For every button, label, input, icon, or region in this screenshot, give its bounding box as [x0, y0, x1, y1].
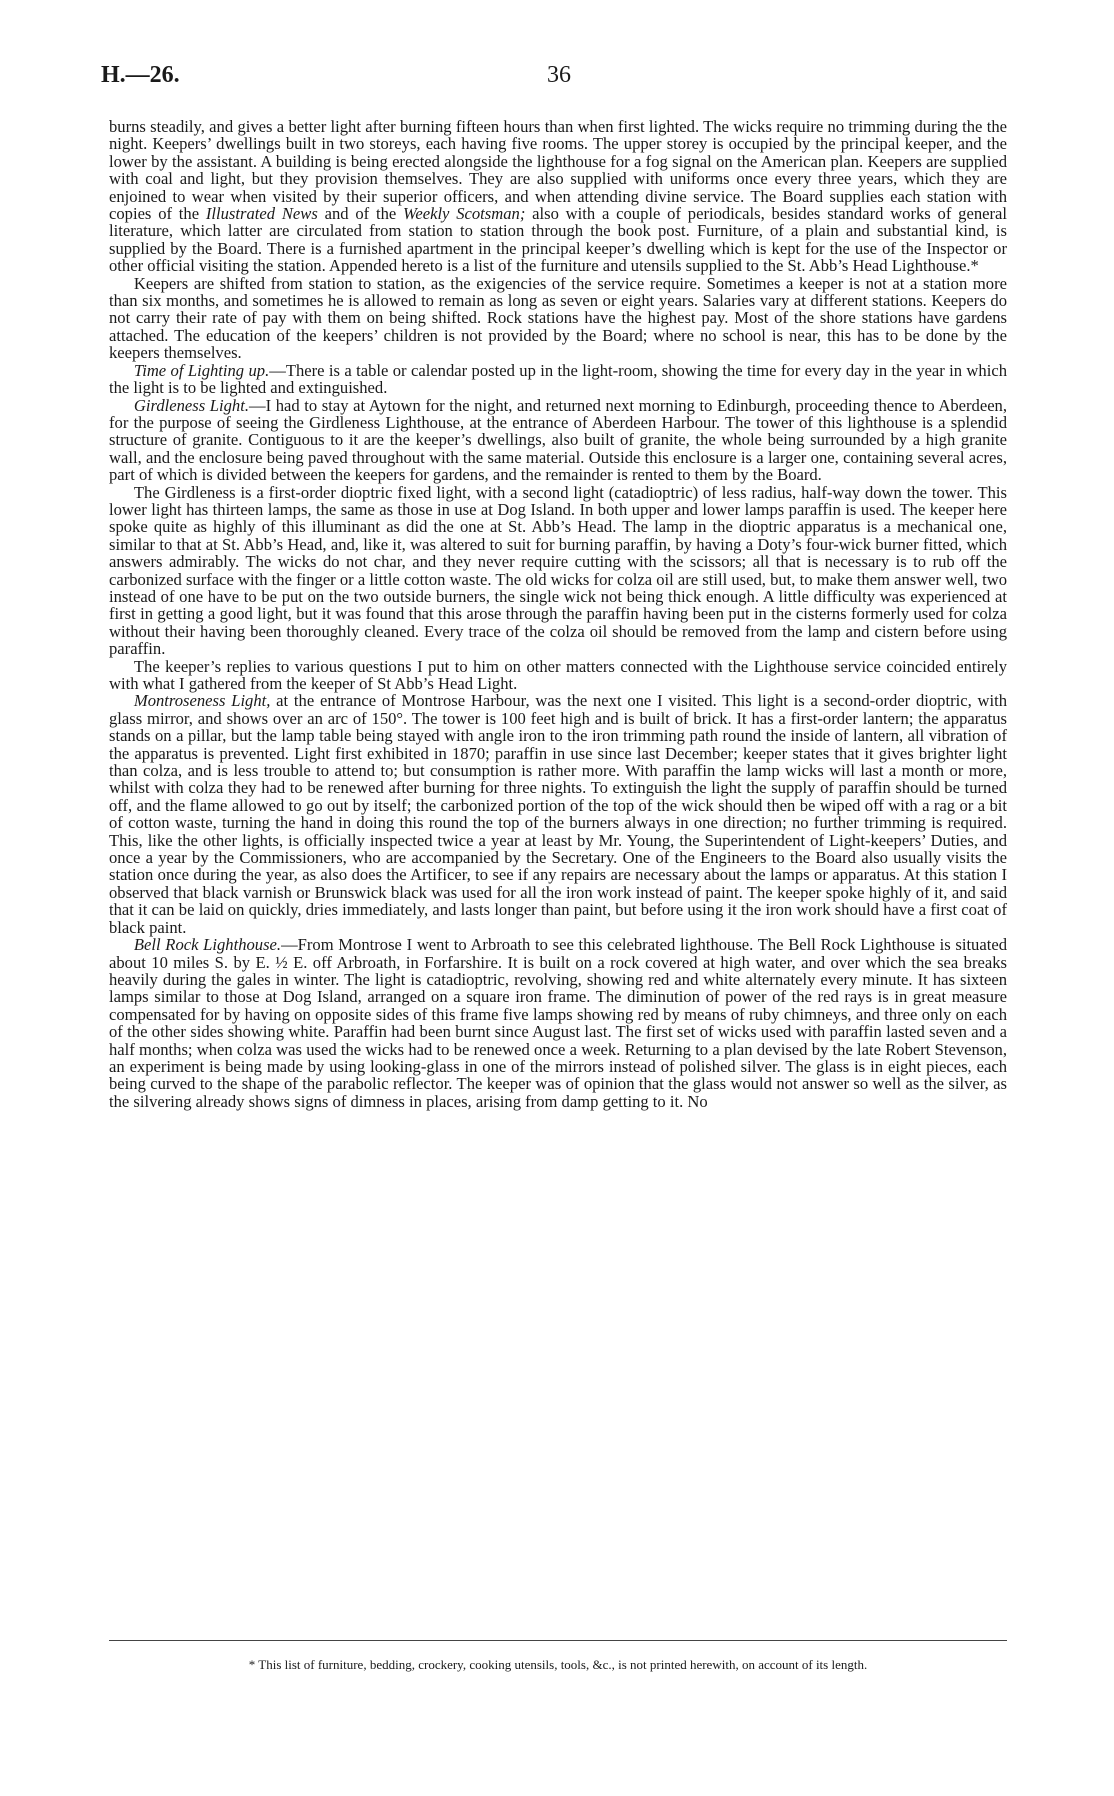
page-header [101, 62, 1011, 92]
italic-run: Illustrated News [205, 204, 318, 224]
page-number: 36 [547, 62, 571, 88]
paragraph [109, 275, 1007, 362]
paragraph [109, 397, 1007, 484]
paragraph [109, 658, 1007, 693]
text-run: also with a couple of periodicals, besides standard works of general literature, which latter are circulated from station to station through the book post. Furniture, of a plain and substantial kind, is supplied by the Board. There is a furnished apartment in the principal keeper’s dwelling which is kept for the use of the Inspector or other official visiting the station. Appended hereto is a list of the furniture and utensils supplied to the St. Abb’s Head Lighthouse.* [109, 204, 1008, 276]
italic-run: Bell Rock Lighthouse. [133, 935, 282, 955]
paragraph [109, 118, 1007, 275]
text-run: —I had to stay at Aytown for the night, and returned next morning to Edinburgh, proceeding thence to Aberdeen, for the purpose of seeing the Girdleness Lighthouse, at the entrance of Aberdeen Harbour. The tower of this lighthouse is a splendid structure of granite. Contiguous to it are the keeper’s dwellings, also built of granite, the whole being surrounded by a high granite wall, and the enclosure being paved throughout with the same material. Outside this enclosure is a larger one, containing several acres, part of which is divided between the keepers for gardens, and the remainder is rented to them by the Board. [109, 395, 1008, 485]
text-run: and of the [317, 204, 404, 224]
text-run: —There is a table or calendar posted up in the light-room, showing the time for every day in the year in which the light is to be lighted and extinguished. [109, 360, 1007, 398]
text-run: The keeper’s replies to various questions I put to him on other matters connected with the Lighthouse service coincided entirely with what I gathered from the keeper of St Abb’s Head Light. [109, 656, 1007, 693]
footnote-divider [109, 1640, 1007, 1641]
text-run: burns steadily, and gives a better light after burning fifteen hours than when first lighted. The wicks require no trimming during the the night. Keepers’ dwellings built in two storeys, each having five rooms. The upper storey is occupied by the principal keeper, and the lower by the assistant. A building is being erected alongside the lighthouse for a fog signal on the American plan. Keepers are supplied with coal and light, but they provision themselves. They are also supplied with uniforms once every three years, which they are enjoined to wear when visited by their superior officers, and when attending divine service. The Board supplies each station with copies of the [109, 117, 1007, 224]
italic-run: Girdleness Light. [133, 395, 249, 415]
paragraph [109, 484, 1007, 658]
text-run: The Girdleness is a first-order dioptric fixed light, with a second light (catadioptric) of less radius, half-way down the tower. This lower light has thirteen lamps, the same as those in use at Dog Island. In both upper and lower lamps paraffin is used. The keeper here spoke quite as highly of this illuminant as did the one at St. Abb’s Head. The lamp in the dioptric apparatus is a mechanical one, similar to that at St. Abb’s Head, and, like it, was altered to suit for burning paraffin, by having a Doty’s four-wick burner fitted, which answers admirably. The wicks do not char, and they never require cutting with the scissors; all that is necessary is to rub off the carbonized surface with the finger or a little cotton waste. The old wicks for colza oil are still used, but, to make them answer well, two instead of one have to be put on the two outside burners, the single wick not being thick enough. A little difficulty was experienced at first in getting a good light, but it was found that this arose through the paraffin having been put in the cisterns formerly used for colza without their having been thoroughly cleaned. Every trace of the colza oil should be removed from the lamp and cistern before using paraffin. [109, 482, 1007, 659]
text-run: at the entrance of Montrose Harbour, was the next one I visited. This light is a second-order dioptric, with glass mirror, and shows over an arc of 150°. The tower is 100 feet high and is built of brick. It has a first-order lantern; the apparatus stands on a pillar, but the lamp table being stayed with angle iron to the iron trimming path round the inside of lantern, all vibration of the apparatus is prevented. Light first exhibited in 1870; paraffin in use since last December; keeper states that it gives brighter light than colza, and is less trouble to attend to; but consumption is rather more. With paraffin the lamp wicks will last a month or more, whilst with colza they had to be renewed after burning for three nights. To extinguish the light the supply of paraffin should be turned off, and the flame allowed to go out by itself; the carbonized portion of the top of the wick should then be wiped off with a rag or a bit of cotton waste, turning the hand in doing this round the top of the burners always in one direction; no further trimming is required. This, like the other lights, is officially inspected twice a year at least by Mr. Young, the Superintendent of Light-keepers’ Duties, and once a year by the Commissioners, who are accompanied by the Secretary. One of the Engineers to the Board also usually visits the station once during the year, as also does the Artificer, to see if any repairs are necessary about the lamps or apparatus. At this station I observed that black varnish or Brunswick black was used for all the iron work instead of paint. The keeper spoke highly of it, and said that it can be laid on quickly, dries immediately, and lasts longer than paint, but before using it the iron work should have a first coat of black paint. [109, 691, 1007, 937]
body-text [109, 118, 1007, 1110]
italic-run: Time of Lighting up. [133, 360, 270, 380]
text-run: Keepers are shifted from station to station, as the exigencies of the service require. Sometimes a keeper is not at a station more than six months, and sometimes he is allowed to remain as long as seven or eight years. Salaries vary at different stations. Keepers do not carry their rate of pay with them on being shifted. Rock stations have the highest pay. Most of the shore stations have gardens attached. The education of the keepers’ children is not provided by the Board; where no school is near, this has to be done by the keepers themselves. [109, 273, 1007, 363]
footnote: * This list of furniture, bedding, crockery, cooking utensils, tools, &c., is not printed herewith, on account of its length. [248, 1657, 868, 1672]
paragraph [109, 692, 1007, 936]
text-run: —From Montrose I went to Arbroath to see this celebrated lighthouse. The Bell Rock Lighthouse is situated about 10 miles S. by E. ½ E. off Arbroath, in Forfarshire. It is built on a rock covered at high water, and over which the sea breaks heavily during the gales in winter. The light is catadioptric, revolving, showing red and white alternately every minute. It has sixteen lamps similar to those at Dog Island, arranged on a square iron frame. The diminution of power of the red rays is in great measure compensated for by having on opposite sides of this frame five lamps showing red by means of ruby chimneys, and three only on each of the other sides showing white. Paraffin had been burnt since August last. The first set of wicks used with paraffin lasted seven and a half months; when colza was used the wicks had to be renewed once a week. Returning to a plan devised by the late Robert Stevenson, an experiment is being made by using looking-glass in one of the mirrors instead of polished silver. The glass is in eight pieces, each being curved to the shape of the parabolic reflector. The keeper was of opinion that the glass would not answer so well as the silver, as the silvering already shows signs of dimness in places, arising from damp getting to it. No [109, 935, 1007, 1111]
document-reference: H.—26. [101, 62, 180, 88]
paragraph [109, 936, 1007, 1110]
italic-run: Montroseness Light, [133, 691, 271, 711]
paragraph [109, 362, 1007, 397]
italic-run: Weekly Scotsman; [403, 204, 526, 224]
